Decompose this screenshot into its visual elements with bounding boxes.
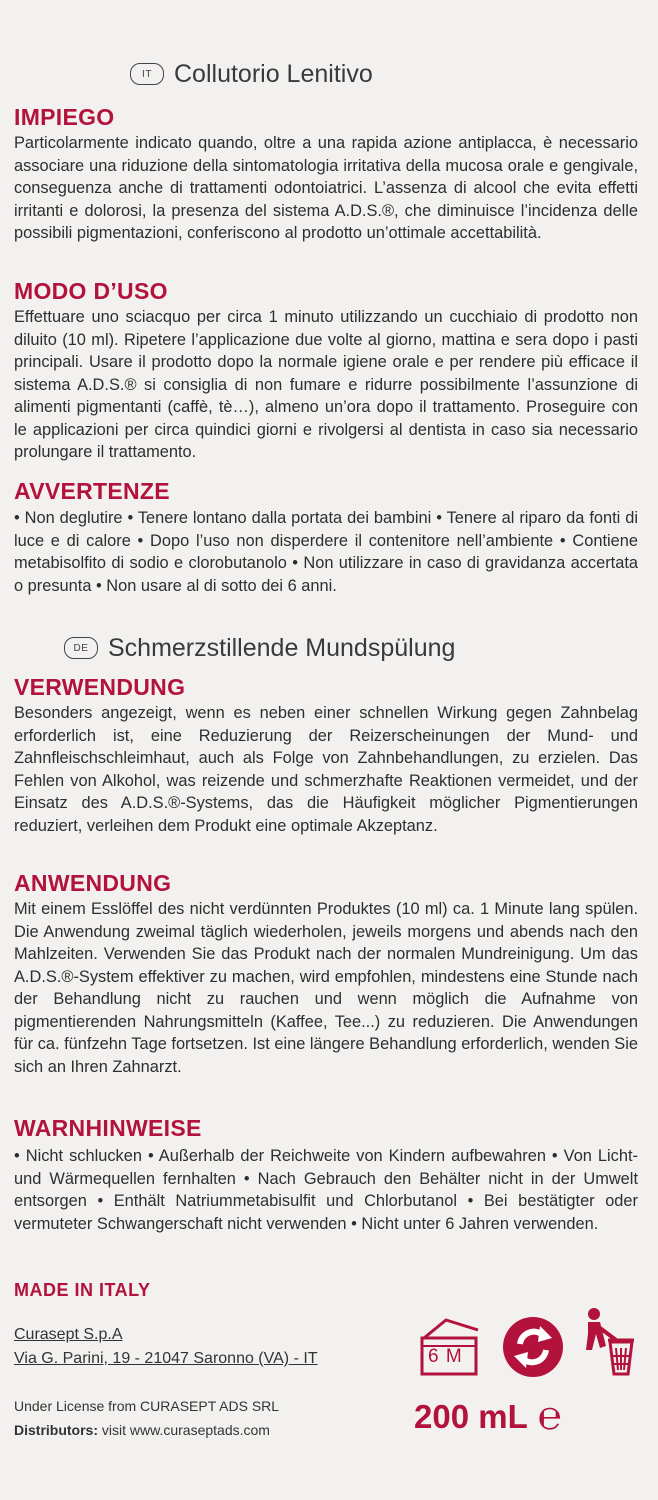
lang-badge-it: IT bbox=[130, 63, 164, 85]
trash-bin-icon bbox=[578, 1306, 638, 1383]
italian-title-text: Collutorio Lenitivo bbox=[174, 59, 373, 88]
german-title-text: Schmerzstillende Mundspülung bbox=[108, 633, 456, 662]
distributors-label: Distributors: bbox=[14, 1422, 98, 1438]
text-verwendung: Besonders angezeigt, wenn es neben einer schnellen Wirkung gegen Zahnbelag erforderlich ist, eine Reduzierung der Reizerscheinungen der Mund- und Zahnfleischschleimhaut, auch als Folge von Zahnbehandlungen, zu erzielen. Das Fehlen von Alkohol, was reizende und schmerzhafte Reaktionen vermeidet, und der Einsatz des A.D.S.®-Systems, das die Häufigkeit möglicher Pigmentierungen reduziert, verleihen dem Produkt eine optimale Akzeptanz. bbox=[14, 704, 638, 835]
volume-value: 200 mL bbox=[414, 1397, 528, 1435]
heading-avvertenze: AVVERTENZE bbox=[14, 478, 170, 504]
text-modo-uso: Effettuare uno sciacquo per circa 1 minuto utilizzando un cucchiaio di prodotto non diluito (10 ml). Ripetere l’applicazione due volte al giorno, mattina e sera dopo i pasti principali. Usare il prodotto dopo la normale igiene orale e per rendere più efficace il sistema A.D.S.® si consiglia di non fumare e ridurre possibilmente l’assunzione di alimenti pigmentanti (caffè, tè…), almeno un’ora dopo il trattamento. Proseguire con le applicazioni per circa quindici giorni e rivolgersi al dentista in caso sia necessario prolungare il trattamento. bbox=[14, 308, 638, 461]
distributors-line bbox=[14, 1422, 270, 1438]
heading-verwendung: VERWENDUNG bbox=[14, 674, 186, 700]
heading-warnhinweise: WARNHINWEISE bbox=[14, 1115, 202, 1141]
volume-label bbox=[414, 1394, 562, 1439]
german-title bbox=[64, 630, 455, 666]
distributors-url: visit www.curaseptads.com bbox=[98, 1422, 270, 1438]
text-anwendung: Mit einem Esslöffel des nicht verdünnten Produktes (10 ml) ca. 1 Minute lang spülen. Die Anwendung zweimal täglich wiederholen, jeweils morgens und abends nach den Mahlzeiten. Verwenden Sie das Produkt nach der normalen Mundreinigung. Um das A.D.S.®-System effektiver zu machen, wird empfohlen, mindestens eine Stunde nach der Behandlung nicht zu rauchen und wenn möglich die Aufnahme von pigmentierenden Nahrungsmitteln (Kaffee, Tee...) zu reduzieren. Die Anwendungen für ca. fünfzehn Tage fortsetzen. Ist eine längere Behandlung erforderlich, wenden Sie sich an Ihren Zahnarzt. bbox=[14, 900, 638, 1076]
text-impiego: Particolarmente indicato quando, oltre a una rapida azione antiplacca, è necessario associare una riduzione della sintomatologia irritativa della mucosa orale e gengivale, conseguenza anche di trattamenti odontoiatrici. L’assenza di alcool che evita effetti irritanti e dolorosi, la presenza del sistema A.D.S.®, che diminuisce l’incidenza delle possibili pigmentazioni, conferiscono al prodotto un’ottimale accettabilità. bbox=[14, 134, 638, 242]
text-avvertenze: • Non deglutire • Tenere lontano dalla portata dei bambini • Tenere al riparo da fonti di luce e di calore • Dopo l’uso non disperdere il contenitore nell’ambiente • Contiene metabisolfito di sodio e clorobutanolo • Non utilizzare in caso di gravidanza accertata o presunta • Non usare al di sotto dei 6 anni. bbox=[14, 509, 638, 595]
company-address: Via G. Parini, 19 - 21047 Saronno (VA) - IT bbox=[14, 1350, 318, 1367]
lang-badge-de: DE bbox=[64, 637, 98, 659]
company-name: Curasept S.p.A bbox=[14, 1326, 123, 1343]
heading-anwendung: ANWENDUNG bbox=[14, 870, 172, 896]
heading-modo-uso: MODO D’USO bbox=[14, 278, 168, 304]
estimated-sign-icon: ℮ bbox=[537, 1394, 562, 1438]
made-in-italy: MADE IN ITALY bbox=[14, 1280, 151, 1300]
text-warnhinweise: • Nicht schlucken • Außerhalb der Reichweite von Kindern aufbewahren • Von Licht- und Wärmequellen fernhalten • Nach Gebrauch den Behälter nicht in der Umwelt entsorgen • Enthält Natriummetabisulfit und Chlorbutanol • Bei bestätigter oder vermuteter Schwangerschaft nicht verwenden • Nicht unter 6 Jahren verwenden. bbox=[14, 1147, 638, 1233]
recycle-icon bbox=[500, 1314, 566, 1385]
license-line: Under License from CURASEPT ADS SRL bbox=[14, 1398, 280, 1414]
pao-label: 6 M bbox=[428, 1346, 463, 1367]
italian-title bbox=[130, 56, 373, 92]
heading-impiego: IMPIEGO bbox=[14, 104, 115, 130]
